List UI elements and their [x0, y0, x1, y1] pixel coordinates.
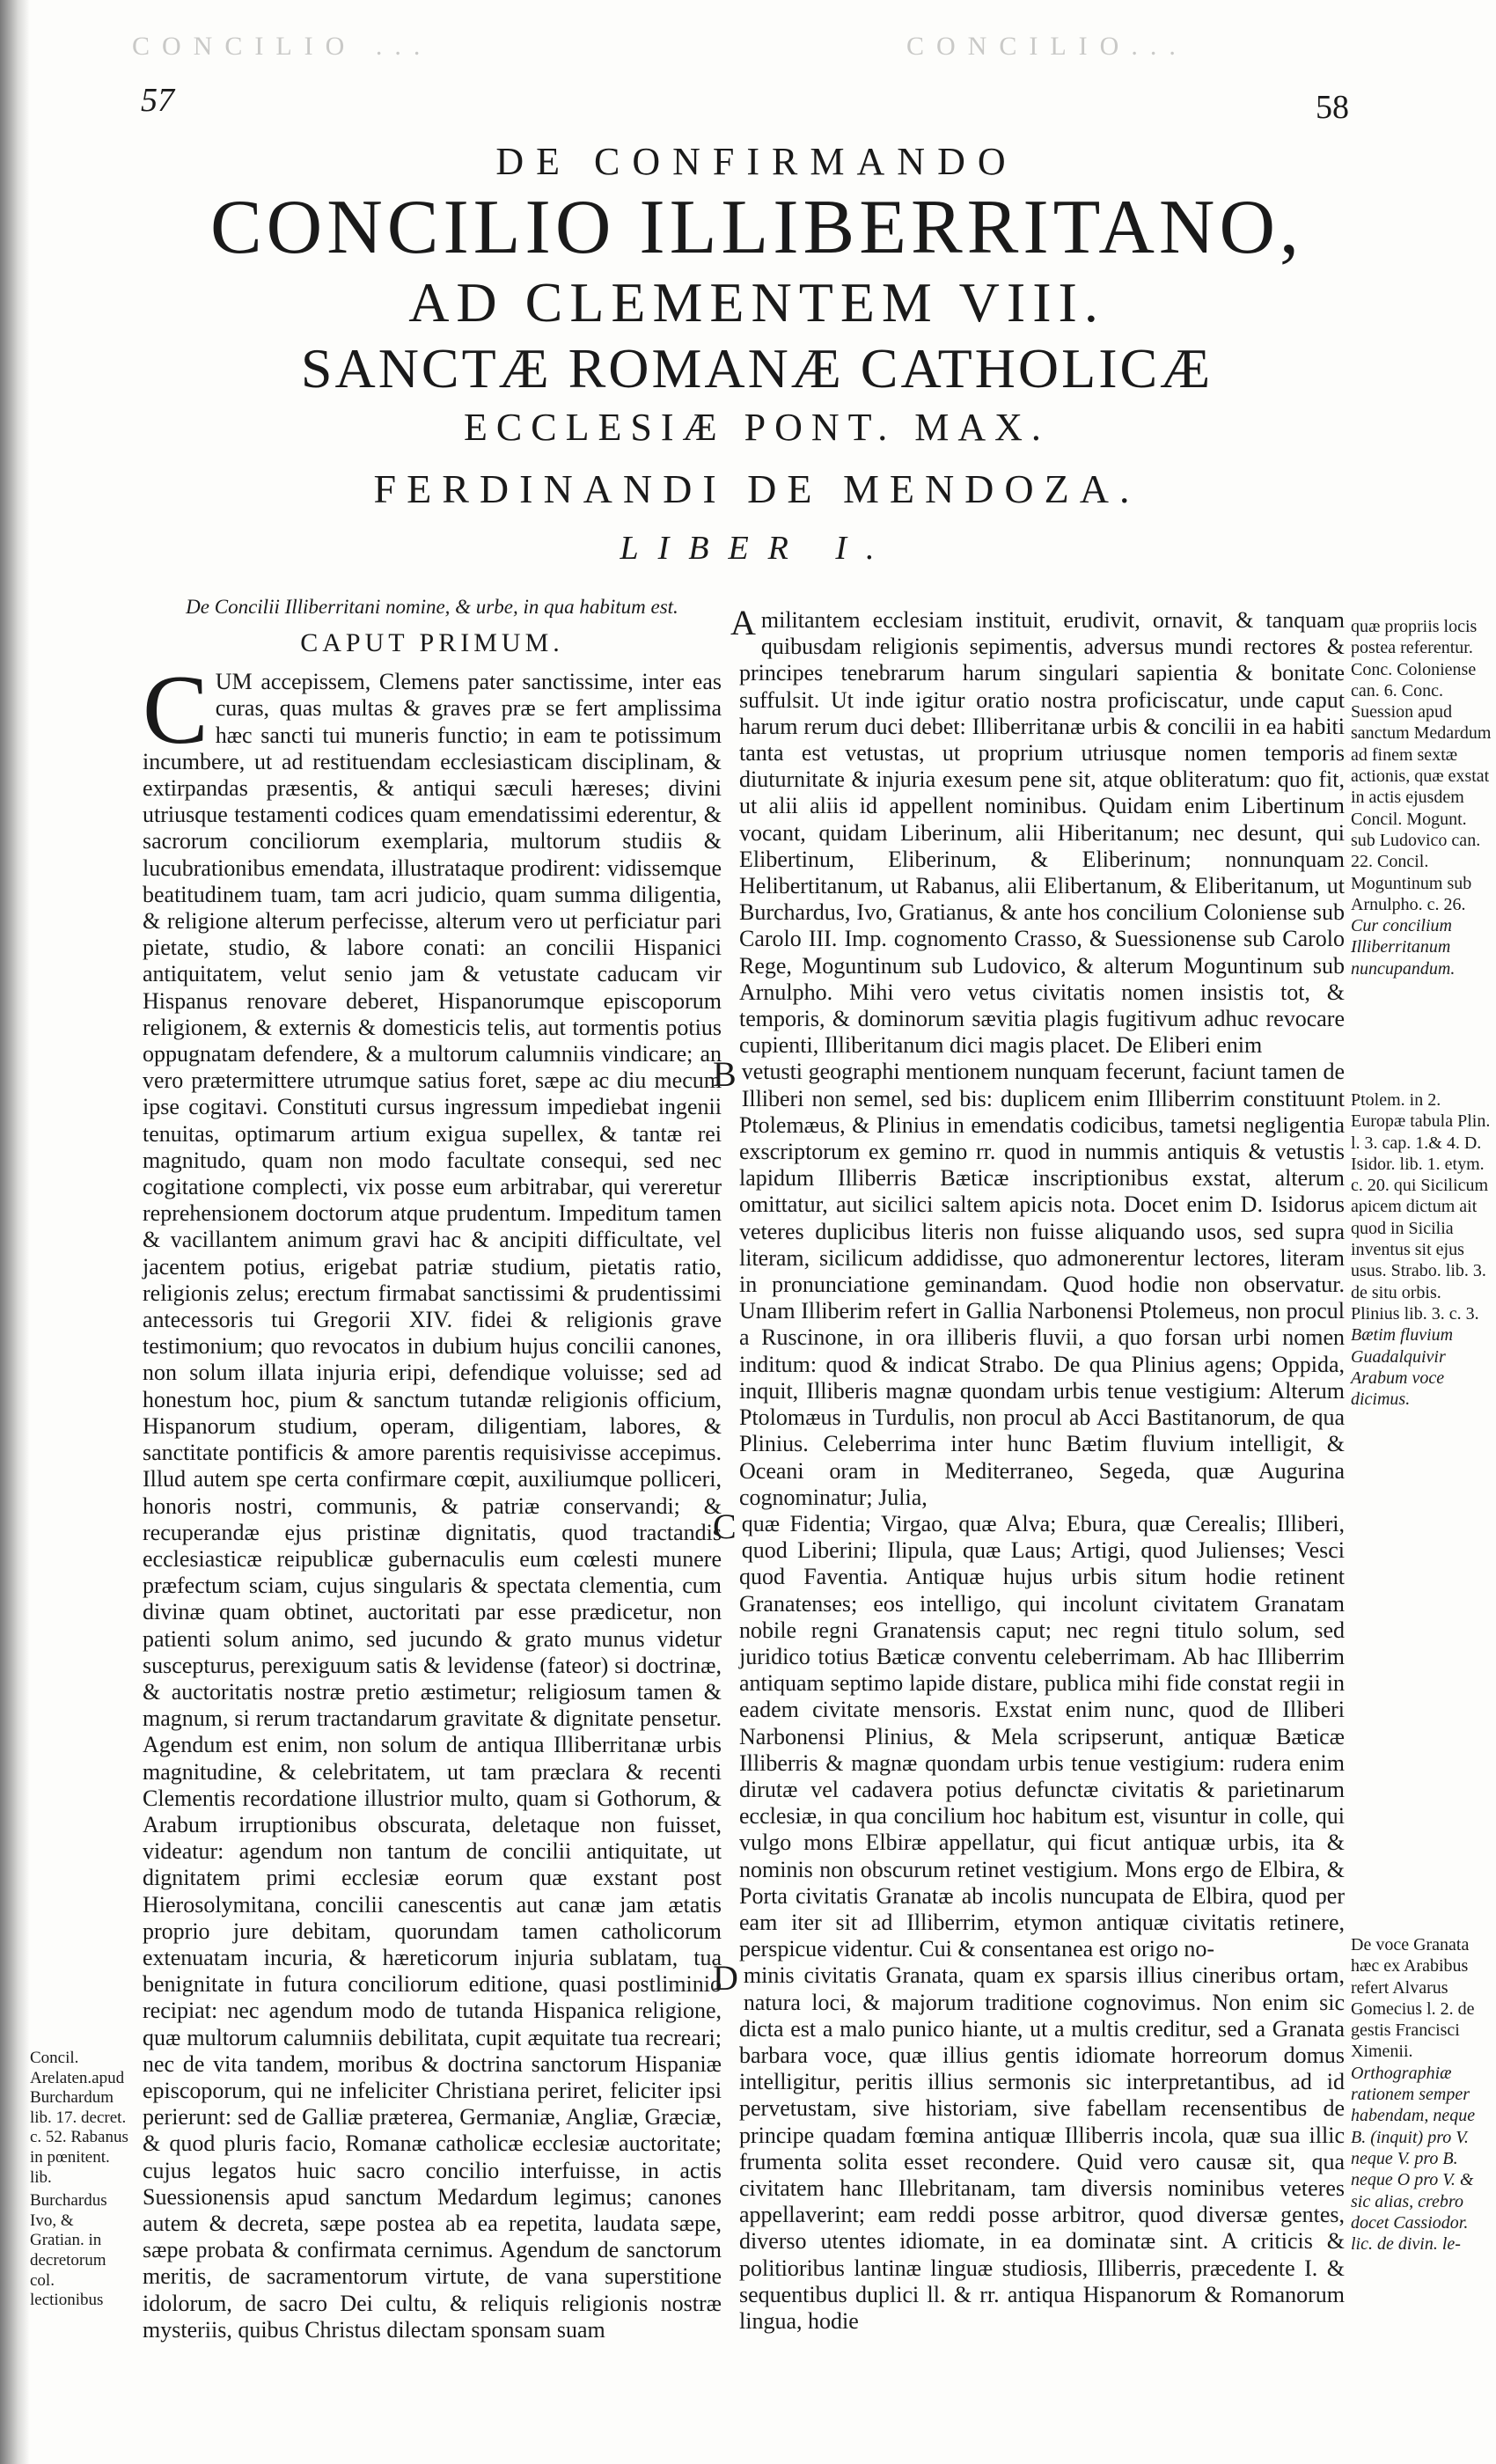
page-number-left: 57: [141, 82, 174, 119]
right-note-3-italic: Orthographiæ rationem semper habendam, neque B. (inquit) pro V. neque V. pro B. neque O pro V. & sic alias, crebro docet Cassiodor. lic. de divin. le-: [1351, 2063, 1476, 2255]
bleed-through-left: CONCILIO ...: [132, 32, 433, 61]
margin-note-2: Burchardus Ivo, & Gratian. in decretorum col. lectionibus: [30, 2191, 107, 2310]
section-marker-a: A: [730, 603, 756, 642]
page-gutter-shadow: [0, 0, 30, 2464]
right-margin-notes-1: [1351, 616, 1492, 979]
title-line-2: CONCILIO ILLIBERRITANO,: [209, 185, 1304, 270]
right-paragraph-a: [730, 603, 1345, 1059]
right-margin-notes-2: [1351, 1089, 1492, 1410]
section-marker-d: D: [713, 1958, 738, 1998]
right-paragraph-b-text: vetusti geographi mentionem nunquam fecerunt, faciunt tamen de Illiberi non semel, sed bis: duplicem enim Illiberrim constituunt Ptolemæus, & Plinius in emendatis codicibus, tametsi negligentia exscriptorum ex gemino rr. quod in nummis antiquis & vetustis lapidum Illiberris Bæticæ inscriptionibus exstat, alterum omittatur, aut sicilici saltem apicis nota. Docet enim D. Isidorus veteres duplicibus literis non fuisse aliquando usos, sed supra literam, sicilicum addidisse, quo admonerentur lectores, literam in pronunciatione geminandam. Quod hodie non observatur. Unam Illiberim refert in Gallia Narbonensi Ptolemeus, non procul a Ruscinone, in ora illiberis fluvii, a quo forsan urbi nomen inditum: quod & indicat Strabo. De qua Plinius agens; Oppida, inquit, Illiberis magnæ quondam urbis tenue vestigium: Alterum Ptolomæus in Turdulis, non procul ab Acci Bastitanorum, de qua Plinius. Celeberrima inter hunc Bætim fluvium intelligit, & Oceani oram in Mediterraneo, Segeda, quæ Augurina cognominatur; Julia,: [739, 1059, 1345, 1510]
left-margin-notes: [30, 2049, 132, 2311]
left-column: [143, 595, 722, 2343]
title-line-1: DE CONFIRMANDO: [495, 140, 1018, 183]
title-line-3: AD CLEMENTEM VIII.: [408, 271, 1105, 334]
book-heading: LIBER I.: [620, 530, 894, 567]
title-line-6: FERDINANDI DE MENDOZA.: [373, 466, 1140, 511]
bleed-through-right: CONCILIO...: [906, 32, 1188, 61]
section-marker-b: B: [713, 1054, 737, 1095]
title-line-4: SANCTÆ ROMANÆ CATHOLICÆ: [300, 337, 1214, 400]
right-paragraph-d-text: minis civitatis Granata, quam ex sparsis illius cineribus ortam, natura loci, & majorum traditione cognovimus. Non enim sic dicta est a malo punico hiante, ut a multis creditur, sed a Granata barbara voce, quæ illius gentis idiomate horreorum domus intelligitur, peritis illius sermonis sic interpretantibus, ad id pervetustam, sive historiam, sive fabellam recensentibus de principe quadam fœmina antiquæ Illiberris incola, quæ sua illic frumenta solita esset recondere. Quid vero causæ sit, qua civitatem hanc Illebritanam, tam diversis nominibus veteres appellaverint; eam reddi posse arbitror, quod diversæ gentes, diverso utentes idiomate, in ea dominatæ sint. A criticis & politioribus lantinæ linguæ studiosis, Illiberris, præcedente I. & sequentibus duplici ll. & rr. antiqua Hispanorum & Romanorum lingua, hodie: [739, 1962, 1345, 2334]
right-paragraph-b: [713, 1054, 1345, 1510]
section-marker-c: C: [713, 1506, 737, 1546]
right-paragraph-a-text: militantem ecclesiam instituit, erudivit, ornavit, & tanquam quibusdam religionis sepimentis, adversus mundi rectores & principes tenebrarum harum singulari sapientia & bonitate suffulsit. Ut inde igitur oratio nostra proficiscatur, unde caput harum rerum duci debet: Illiberritanæ urbis & concilii in ea habiti tanta est vetustas, ut proprium utriusque nomen temporis diuturnitate & injuria exesum pene sit, atque obliteratum: quo fit, ut alii aliis id appellent nominibus. Quidam enim Libertinum vocant, quidam Liberinum, alii Hiberitanum; nec desunt, qui Elibertinum, Eliberinum, & Eliberinum; nonnunquam Helibertitanum, ut Rabanus, alii Elibertanum, & Eliberitanum, ut Burchardus, Ivo, Gratianus, & ante hos concilium Coloniense sub Carolo III. Imp. cognomento Crasso, & Suessionense sub Carolo Rege, Moguntinum sub Ludovico, & alterum Moguntinum sub Arnulpho. Mihi vero vetus civitatis nomen insistis tot, & temporis, & dominorum sævitia plagis fugitivum adhuc revocare cupienti, Illiberitanum dici magis placet. De Eliberi enim: [739, 607, 1345, 1059]
drop-cap: C: [143, 656, 209, 766]
right-paragraph-d: [713, 1958, 1345, 2335]
right-note-1-italic: Cur concilium Illiberritanum nuncupandum.: [1351, 916, 1456, 979]
right-column: [713, 603, 1345, 2335]
chapter-title: CAPUT PRIMUM.: [300, 628, 564, 657]
right-note-2-italic: Bætim fluvium Guadalquivir Arabum voce dicimus.: [1351, 1325, 1454, 1410]
page-number-right: 58: [1316, 89, 1349, 126]
right-paragraph-c-text: quæ Fidentia; Virgao, quæ Alva; Ebura, quæ Cerealis; Illiberi, quod Liberini; Ilipula, quæ Laus; Artigi, quod Julienses; Vesci quod Faventia. Antiquæ hujus urbis situm hodie retinent Granatenses; eos intelligo, qui incolunt civitatem Granatam nobile regni Granatensis caput; nec regni titulo solum, sed juridico totius Bæticæ conventu celeberrimam. Ab hac Illiberrim antiquam septimo lapide distare, publica mihi fide constat regii in eadem civitate mensoris. Exstat enim nunc, quod de Illiberi Narbonensi Plinius, & Mela scripserunt, antiquæ Bæticæ Illiberris & magnæ quondam urbis tenue vestigium: rudera enim dirutæ vel cadavera potius defunctæ civitatis & parietinarum ecclesiæ, in qua concilium hoc habitum est, visuntur in colle, qui vulgo mons Elbiræ appellatur, qui ficut antiquæ urbis, ita & nominis non obscurum retinet vestigium. Mons ergo de Elbira, & Porta civitatis Granatæ ab incolis nuncupata de Elbira, quod per eam iter sit ad Illiberrim, etymon antiquæ civitatis retinere, perspicue videntur. Cui & consentanea est origo no-: [739, 1510, 1345, 1962]
left-column-paragraph: [143, 656, 722, 2343]
margin-note-1: Concil. Arelaten.apud Burchardum lib. 17. decret. c. 52. Rabanus in pœnitent. lib.: [30, 2049, 128, 2187]
right-margin-notes-3: [1351, 1934, 1492, 2255]
title-line-5: ECCLESIÆ PONT. MAX.: [464, 406, 1050, 449]
left-column-text: UM accepissem, Clemens pater sanctissime, inter eas curas, quas multas & graves præ se fert amplissima hæc sancti tui muneris functio; in eam te potissimum incumbere, ut ad restituendam ecclesiasticam disciplinam, & extirpandas præsentis, & antiqui sæculi hæreses; divini utriusque testamenti codices quam emendatissimi ederentur, & sacrorum conciliorum exemplaria, multorum studiis & lucubrationibus emendata, illustrataque prodirent: vidissemque beatitudinem tuam, tam acri judicio, quam summa diligentia, & religione alterum perfecisse, alterum vero ut perficiatur pari pietate, studio, & labore conati: an concilii Hispanici antiquitatem, velut senio jam & vetustate caducam vir Hispanus renovare deberet, Hispanorumque episcoporum religionem, & externis & domesticis telis, aut tormentis potius oppugnatam defendere, & a multorum calumniis vindicare; an vero prætermittere utrumque satius foret, sæpe ac diu mecum ipse cogitavi. Constituti cursus ingressum impediebat ingenii tenuitas, optimarum artium exigua supellex, & tantæ rei magnitudo, quam non modo facultate consequi, sed nec cogitatione complecti, vix posse eum arbitrabar, qui vereretur reprehensionem doctorum atque prudentum. Impeditum tamen & vacillantem animum gravi hac & ancipiti difficultate, vel jacentem potius, erigebat patriæ studium, pietatis ratio, religionis zelus; erectum firmabat sanctissimi & prudentissimi antecessoris tui Gregorii XIV. fidei & religionis grave testimonium; quo revocatos in dubium hujus concilii canones, non solum illata injuria eripi, defendique voluisse; sed ad honestum hoc, pium & sanctum tutandæ religionis officium, Hispanorum studium, operam, diligentiam, labores, & sanctitate pontificis & amore parentis requisivisse accepimus. Illud autem spe certa confirmare cœpit, auxiliumque polliceri, honoris nostri, communis, & patriæ conservandi; & recuperandæ ejus pristinæ dignitatis, quod tractandis ecclesiasticæ reipublicæ gubernaculis eum cœlesti munere præfectum sciam, cujus singularis & spectata clementia, cum divinæ quam obtinet, auctoritati par esse prædicetur, non patienti solum animo, sed jucundo & grato munus videtur suscepturus, perexiguum satis & levidense (fateor) si doctrinæ, & auctoritatis nostræ pretio æstimetur; religiosum tamen & magnum, si rerum tractandarum gravitate & dignitate pensetur. Agendum est enim, non solum de antiqua Illiberritanæ urbis magnitudine, & celebritatem, ut tam præclara & recenti Clementis recordatione illustrior multo, quam si Gothorum, & Arabum irruptionibus obscurata, deletaque non fuisset, videatur: agendum non tantum de concilii antiquitate, ut dignitatem primi ecclesiæ eorum quæ exstant post Hierosolymitana, concilii canescentis aut canæ jam ætatis proprio jure debitam, quorundam tamen catholicorum extenuatam incuria, & hæreticorum injuria sublatam, tua benignitate in futura conciliorum editione, quasi postliminio recipiat: nec agendum modo de tutanda Hispanica religione, quæ multorum calumniis debilitata, cupit æquitate tua recreari; nec de vita tandem, moribus & doctrina sanctorum Hispaniæ episcoporum, qui ne infeliciter Christiana periret, feliciter ipsi perierunt: sed de Galliæ præterea, Germaniæ, Angliæ, Græciæ, & quod pluris facio, Romanæ catholicæ ecclesiæ auctoritate; cujus legatos huic sacro concilio interfuisse, in actis Suessionensis apud sanctum Medardum legimus; canones autem & decreta, sæpe postea ab ea repetita, laudata sæpe, sæpe probata & confirmata cernimus. Agendum de sanctorum meritis, de sacramentorum virtute, de vana superstitione idolorum, de sacro Dei cultu, & reliquis religionis nostræ mysteriis, quibus Christus dilectam sponsam suam: [143, 669, 722, 2343]
right-paragraph-c: [713, 1506, 1345, 1962]
right-note-1: quæ propriis locis postea referentur. Conc. Coloniense can. 6. Conc. Suession apud sanctum Medardum ad finem sextæ actionis, quæ exstat in actis ejusdem Concil. Mogunt. sub Ludovico can. 22. Concil. Moguntinum sub Arnulpho. c. 26.: [1351, 617, 1492, 914]
right-note-2: Ptolem. in 2. Europæ tabula Plin. l. 3. cap. 1.& 4. D. Isidor. lib. 1. etym. c. 20. qui Sicilicum apicem dictum ait quod in Sicilia inventus sit ejus usus. Strabo. lib. 3. de situ orbis. Plinius lib. 3. c. 3.: [1351, 1090, 1491, 1324]
title-block: [97, 123, 1417, 575]
chapter-subheading: De Concilii Illiberritani nomine, & urbe, in qua habitum est.: [186, 596, 678, 618]
right-note-3: De voce Granata hæc ex Arabibus refert Alvarus Gomecius l. 2. de gestis Francisci Ximenii.: [1351, 1935, 1475, 2062]
